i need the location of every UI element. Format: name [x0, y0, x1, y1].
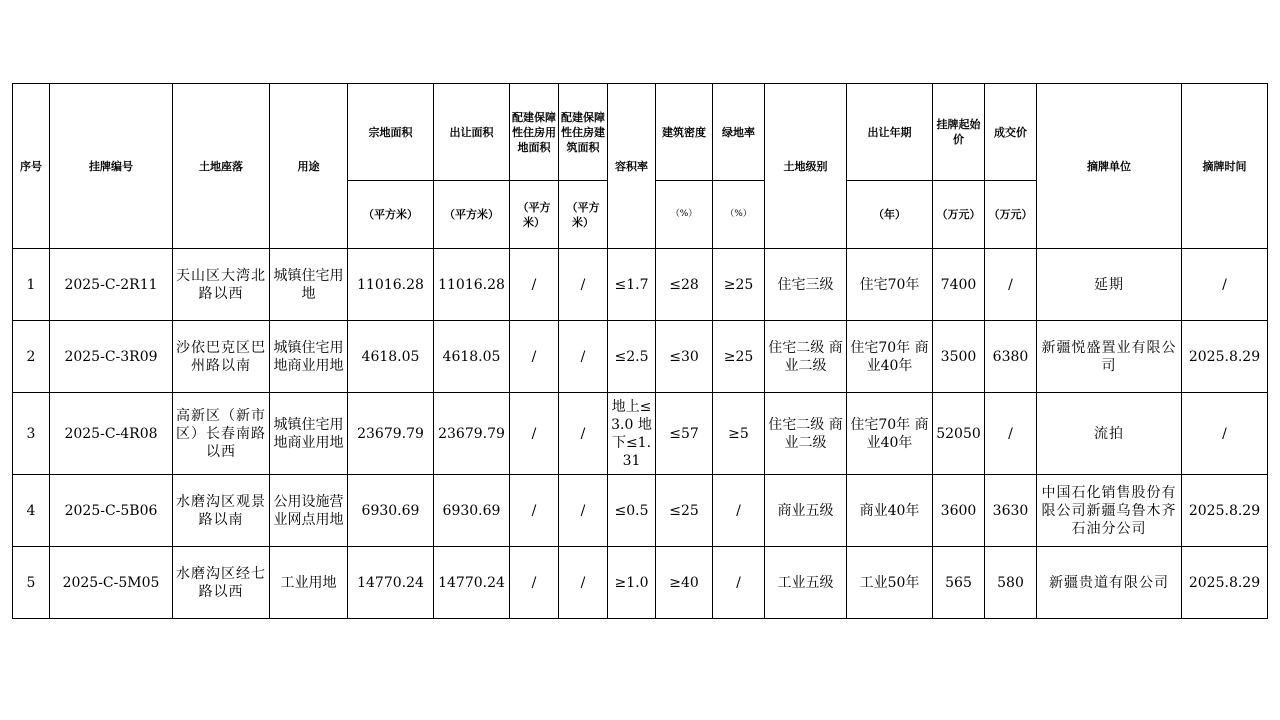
cell-density: ≤30 [656, 321, 713, 393]
cell-term: 住宅70年 商业40年 [847, 321, 933, 393]
cell-total-area: 14770.24 [348, 547, 434, 619]
header-seq: 序号 [13, 84, 50, 249]
cell-green: ≥25 [713, 321, 765, 393]
header-term: 出让年期 [847, 84, 933, 181]
cell-start-price: 3500 [933, 321, 985, 393]
cell-seq: 5 [13, 547, 50, 619]
header-housing-build: 配建保障性住房建筑面积 [559, 84, 608, 181]
cell-green: ≥5 [713, 393, 765, 475]
cell-deal-time: / [1182, 249, 1268, 321]
cell-grade: 商业五级 [765, 475, 847, 547]
header-housing-land: 配建保障性住房用地面积 [510, 84, 559, 181]
header-deal-time: 摘牌时间 [1182, 84, 1268, 249]
cell-use: 城镇住宅用地商业用地 [270, 321, 348, 393]
cell-start-price: 565 [933, 547, 985, 619]
cell-code: 2025-C-5B06 [50, 475, 173, 547]
cell-location: 水磨沟区观景路以南 [173, 475, 270, 547]
table-row [13, 475, 1268, 547]
header-code: 挂牌编号 [50, 84, 173, 249]
header-deal-price: 成交价 [985, 84, 1037, 181]
cell-start-price: 3600 [933, 475, 985, 547]
cell-housing-build: / [559, 249, 608, 321]
cell-housing-land: / [510, 393, 559, 475]
cell-sell-area: 6930.69 [434, 475, 510, 547]
cell-housing-build: / [559, 475, 608, 547]
cell-deal-price: 580 [985, 547, 1037, 619]
cell-location: 水磨沟区经七路以西 [173, 547, 270, 619]
unit-start-price: （万元） [933, 181, 985, 249]
unit-housing-land: （平方米） [510, 181, 559, 249]
cell-total-area: 11016.28 [348, 249, 434, 321]
cell-green: ≥25 [713, 249, 765, 321]
cell-term: 住宅70年 商业40年 [847, 393, 933, 475]
cell-total-area: 6930.69 [348, 475, 434, 547]
cell-location: 沙依巴克区巴州路以南 [173, 321, 270, 393]
cell-housing-land: / [510, 547, 559, 619]
cell-grade: 住宅二级 商业二级 [765, 393, 847, 475]
header-use: 用途 [270, 84, 348, 249]
cell-far: ≤1.7 [608, 249, 656, 321]
cell-sell-area: 23679.79 [434, 393, 510, 475]
header-density: 建筑密度 [656, 84, 713, 181]
cell-start-price: 7400 [933, 249, 985, 321]
unit-sell-area: （平方米） [434, 181, 510, 249]
cell-seq: 2 [13, 321, 50, 393]
cell-far: ≥1.0 [608, 547, 656, 619]
cell-deal-time: 2025.8.29 [1182, 547, 1268, 619]
cell-far: ≤0.5 [608, 475, 656, 547]
cell-seq: 3 [13, 393, 50, 475]
cell-code: 2025-C-3R09 [50, 321, 173, 393]
cell-buyer: 新疆悦盛置业有限公司 [1037, 321, 1182, 393]
header-buyer: 摘牌单位 [1037, 84, 1182, 249]
cell-total-area: 4618.05 [348, 321, 434, 393]
header-green: 绿地率 [713, 84, 765, 181]
cell-seq: 4 [13, 475, 50, 547]
cell-green: / [713, 547, 765, 619]
cell-density: ≥40 [656, 547, 713, 619]
cell-sell-area: 4618.05 [434, 321, 510, 393]
cell-sell-area: 14770.24 [434, 547, 510, 619]
cell-use: 公用设施营业网点用地 [270, 475, 348, 547]
cell-start-price: 52050 [933, 393, 985, 475]
cell-deal-time: / [1182, 393, 1268, 475]
cell-total-area: 23679.79 [348, 393, 434, 475]
cell-code: 2025-C-5M05 [50, 547, 173, 619]
cell-housing-build: / [559, 547, 608, 619]
cell-buyer: 流拍 [1037, 393, 1182, 475]
cell-housing-land: / [510, 249, 559, 321]
cell-sell-area: 11016.28 [434, 249, 510, 321]
cell-use: 城镇住宅用地商业用地 [270, 393, 348, 475]
header-grade: 土地级别 [765, 84, 847, 249]
header-location: 土地座落 [173, 84, 270, 249]
cell-deal-price: / [985, 393, 1037, 475]
header-total-area: 宗地面积 [348, 84, 434, 181]
cell-deal-time: 2025.8.29 [1182, 321, 1268, 393]
cell-term: 工业50年 [847, 547, 933, 619]
unit-housing-build: （平方米） [559, 181, 608, 249]
cell-density: ≤57 [656, 393, 713, 475]
cell-grade: 住宅二级 商业二级 [765, 321, 847, 393]
header-sell-area: 出让面积 [434, 84, 510, 181]
cell-use: 工业用地 [270, 547, 348, 619]
cell-green: / [713, 475, 765, 547]
cell-housing-land: / [510, 321, 559, 393]
cell-far: 地上≤3.0 地下≤1.31 [608, 393, 656, 475]
cell-density: ≤25 [656, 475, 713, 547]
unit-density: （%） [656, 181, 713, 249]
table-row [13, 547, 1268, 619]
cell-deal-price: 3630 [985, 475, 1037, 547]
cell-code: 2025-C-4R08 [50, 393, 173, 475]
cell-buyer: 中国石化销售股份有限公司新疆乌鲁木齐石油分公司 [1037, 475, 1182, 547]
unit-total-area: （平方米） [348, 181, 434, 249]
cell-use: 城镇住宅用地 [270, 249, 348, 321]
cell-density: ≤28 [656, 249, 713, 321]
table-row [13, 393, 1268, 475]
unit-deal-price: （万元） [985, 181, 1037, 249]
cell-location: 高新区（新市区）长春南路以西 [173, 393, 270, 475]
unit-term: （年） [847, 181, 933, 249]
header-row [13, 84, 1268, 181]
cell-location: 天山区大湾北路以西 [173, 249, 270, 321]
cell-housing-build: / [559, 393, 608, 475]
header-start-price: 挂牌起始价 [933, 84, 985, 181]
table-row [13, 249, 1268, 321]
unit-green: （%） [713, 181, 765, 249]
cell-grade: 住宅三级 [765, 249, 847, 321]
land-transfer-table [12, 83, 1268, 619]
cell-deal-price: 6380 [985, 321, 1037, 393]
header-far: 容积率 [608, 84, 656, 249]
cell-buyer: 新疆贵道有限公司 [1037, 547, 1182, 619]
cell-grade: 工业五级 [765, 547, 847, 619]
cell-code: 2025-C-2R11 [50, 249, 173, 321]
cell-term: 住宅70年 [847, 249, 933, 321]
cell-far: ≤2.5 [608, 321, 656, 393]
cell-seq: 1 [13, 249, 50, 321]
cell-term: 商业40年 [847, 475, 933, 547]
table-row [13, 321, 1268, 393]
cell-housing-build: / [559, 321, 608, 393]
cell-housing-land: / [510, 475, 559, 547]
cell-deal-price: / [985, 249, 1037, 321]
cell-buyer: 延期 [1037, 249, 1182, 321]
cell-deal-time: 2025.8.29 [1182, 475, 1268, 547]
